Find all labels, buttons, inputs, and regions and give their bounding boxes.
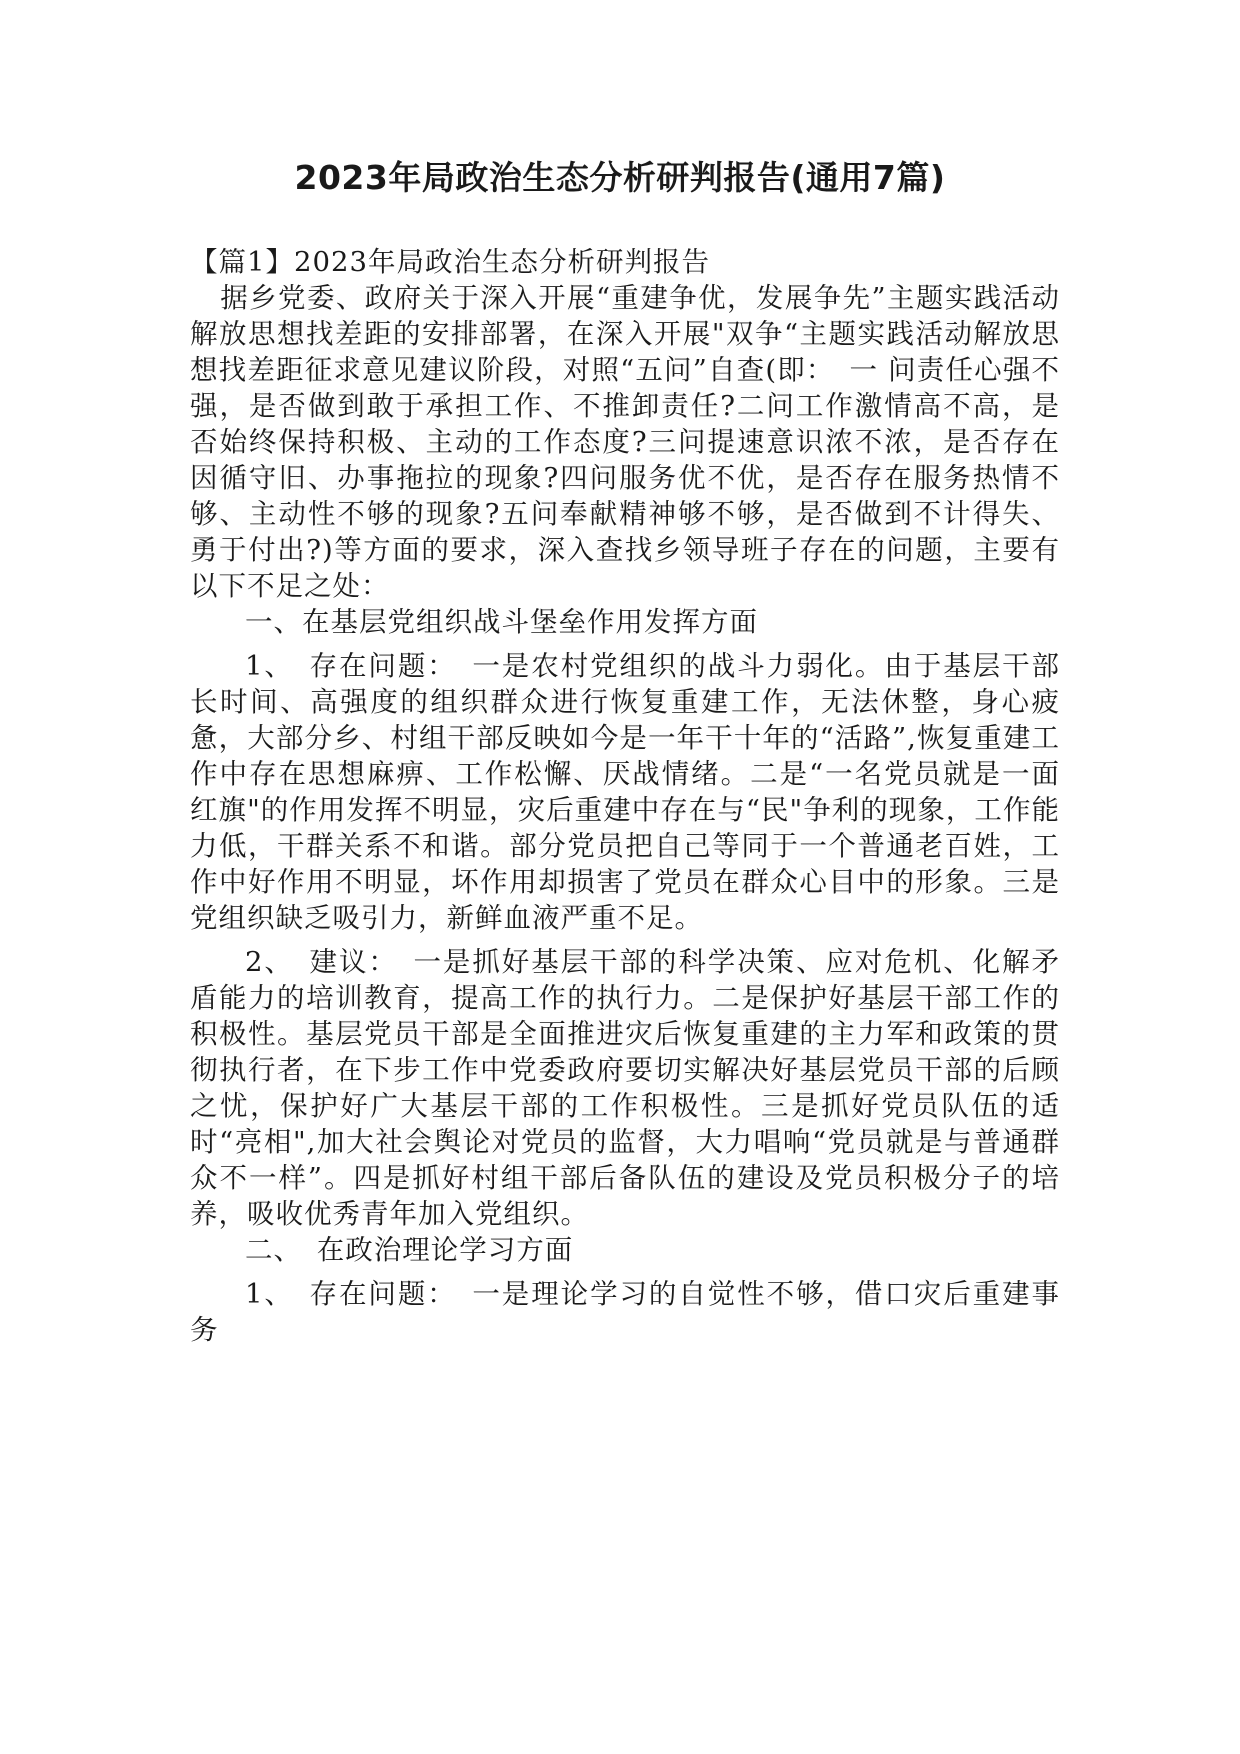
body-paragraph: 1、 存在问题： 一是理论学习的自觉性不够，借口灾后重建事务 [190,1278,1060,1346]
body-paragraph: 2、 建议： 一是抓好基层干部的科学决策、应对危机、化解矛盾能力的培训教育，提高工作的执行力。二是保护好基层干部工作的积极性。基层党员干部是全面推进灾后恢复重建的主力军和政策的贯彻执行者，在下步工作中党委政府要切实解决好基层党员干部的后顾之忧，保护好广大基层干部的工作积极性。三是抓好党员队伍的适时“亮相",加大社会舆论对党员的监督，大力唱响“党员就是与普通群众不一样”。四是抓好村组干部后备队伍的建设及党员积极分子的培养，吸收优秀青年加入党组织。 [190,946,1060,1230]
body-paragraph: 1、 存在问题： 一是农村党组织的战斗力弱化。由于基层干部长时间、高强度的组织群众进行恢复重建工作，无法休整，身心疲惫，大部分乡、村组干部反映如今是一年干十年的“活路”,恢复重建工作中存在思想麻痹、工作松懈、厌战情绪。二是“一名党员就是一面红旗"的作用发挥不明显，灾后重建中存在与“民"争利的现象，工作能力低，干群关系不和谐。部分党员把自己等同于一个普通老百姓，工作中好作用不明显，坏作用却损害了党员在群众心目中的形象。三是党组织缺乏吸引力，新鲜血液严重不足。 [190,650,1060,934]
section-heading: 【篇1】2023年局政治生态分析研判报告 [190,246,710,278]
page-title: 2023年局政治生态分析研判报告(通用7篇) [294,158,946,197]
subsection-heading: 二、 在政治理论学习方面 [245,1234,574,1266]
subsection-heading: 一、在基层党组织战斗堡垒作用发挥方面 [245,606,758,638]
document-body [190,244,1060,1348]
body-paragraph: 据乡党委、政府关于深入开展“重建争优，发展争先”主题实践活动解放思想找差距的安排部署，在深入开展"双争“主题实践活动解放思想找差距征求意见建议阶段，对照“五问”自查(即： 一 问责任心强不强，是否做到敢于承担工作、不推卸责任?二问工作激情高不高，是否始终保持积极、主动的工作态度?三问提速意识浓不浓，是否存在因循守旧、办事拖拉的现象?四问服务优不优，是否存在服务热情不够、主动性不够的现象?五问奉献精神够不够，是否做到不计得失、勇于付出?)等方面的要求，深入查找乡领导班子存在的问题，主要有以下不足之处： [190,282,1060,602]
